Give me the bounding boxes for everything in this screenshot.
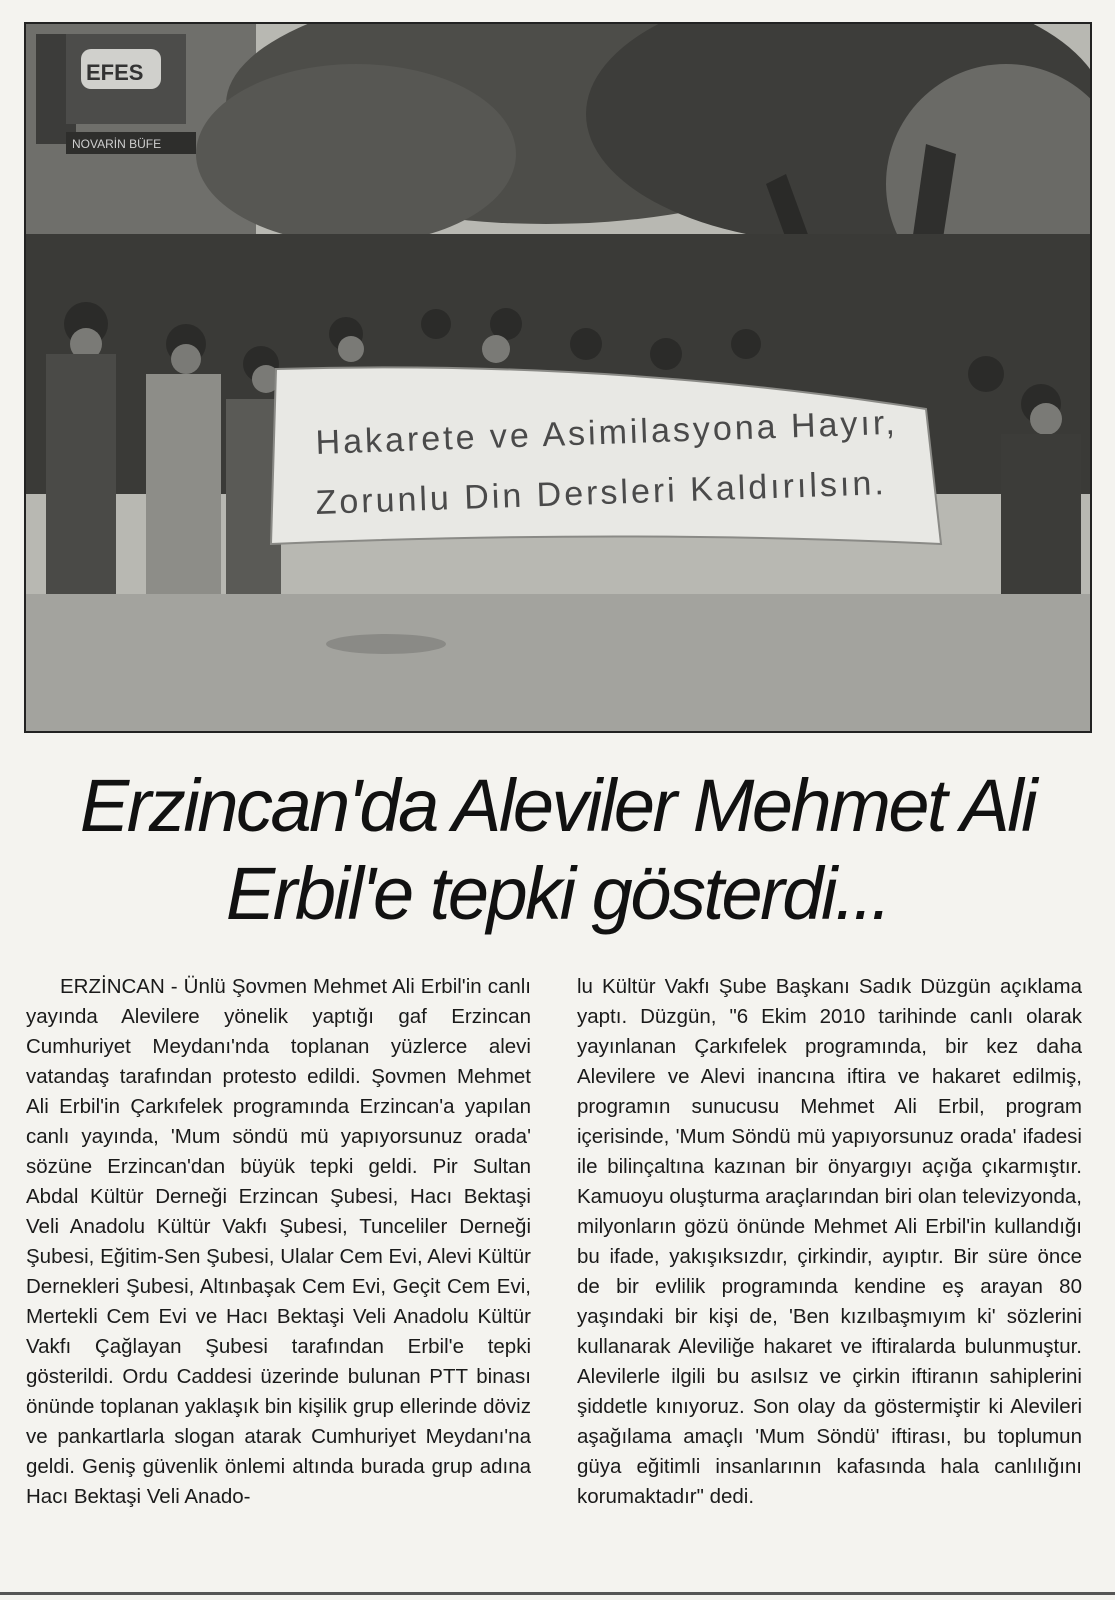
banner-line-2: Zorunlu Din Dersleri Kaldırılsın. xyxy=(314,464,888,522)
shop-sign-text: NOVARİN BÜFE xyxy=(72,137,162,151)
headline: Erzincan'da Aleviler Mehmet Ali Erbil'e tepki gösterdi... xyxy=(79,764,1036,935)
article-column-1: ERZİNCAN - Ünlü Şovmen Mehmet Ali Erbil'in canlı yayında Alevilere yönelik yaptığı gaf Erzincan Cumhuriyet Meydanı'nda toplanan yüzlerce alevi vatandaş tarafından protesto edildi. Şovmen Mehmet Ali Erbil'in Çarkıfelek programında Erzincan'a yapılan canlı yayında, 'Mum söndü mü yapıyorsunuz orada' sözüne Erzincan'dan büyük tepki geldi. Pir Sultan Abdal Kültür Derneği Erzincan Şubesi, Hacı Bektaşi Veli Anadolu Kültür Vakfı Şubesi, Tunceliler Derneği Şubesi, Eğitim-Sen Şubesi, Ulalar Cem Evi, Alevi Kültür Dernekleri Şubesi, Altınbaşak Cem Evi, Geçit Cem Evi, Mertekli Cem Evi ve Hacı Bektaşi Veli Anadolu Kültür Vakfı Çağlayan Şubesi tarafından Erbil'e tepki gösterildi. Ordu Caddesi üzerinde bulunan PTT binası önünde toplanan yaklaşık bin kişilik grup ellerinde döviz ve pankartlarla slogan atarak Cumhuriyet Meydanı'na geldi. Geniş güvenlik önlemi altında burada grup adına Hacı Bektaşi Veli Anado- xyxy=(26,975,531,1508)
efes-sign-text: EFES xyxy=(86,60,144,85)
article-column-2: lu Kültür Vakfı Şube Başkanı Sadık Düzgün açıklama yaptı. Düzgün, "6 Ekim 2010 tarihinde canlı olarak yayınlanan Çarkıfelek programında, bir kez daha Alevilere ve Alevi inancına iftira ve hakaret edilmiş, programın sunucusu Mehmet Ali Erbil, program içerisinde, 'Mum Söndü mü yapıyorsunuz orada' ifadesi ile bilinçaltına kazınan bir önyargıyı açığa çıkarmıştır. Kamuoyu oluşturma araçlarından biri olan televizyonda, milyonların gözü önünde Mehmet Ali Erbil'in kullandığı bu ifade, yakışıksızdır, çirkindir, ayıptır. Bir süre önce de bir evlilik programında kendine eş arayan 80 yaşındaki bir kişi de, 'Ben kızılbaşmıyım ki' sözlerini kullanarak Aleviliğe hakaret ve iftiralarda bulunmuştur. Alevilerle ilgili bu asılsız ve çirkin iftiranın sahiplerini şiddetle kınıyoruz. Son olay da göstermiştir ki Alevileri aşağılama amaçlı 'Mum Söndü' iftirası, bu toplumun güya eğitimli insanlarının kafasında hala canlılığını korumaktadır" dedi. xyxy=(577,975,1082,1508)
page-bottom-rule xyxy=(0,1592,1115,1595)
banner-line-1: Hakarete ve Asimilasyona Hayır, xyxy=(314,403,899,462)
article-body xyxy=(26,972,1082,1512)
news-photo xyxy=(24,22,1092,733)
